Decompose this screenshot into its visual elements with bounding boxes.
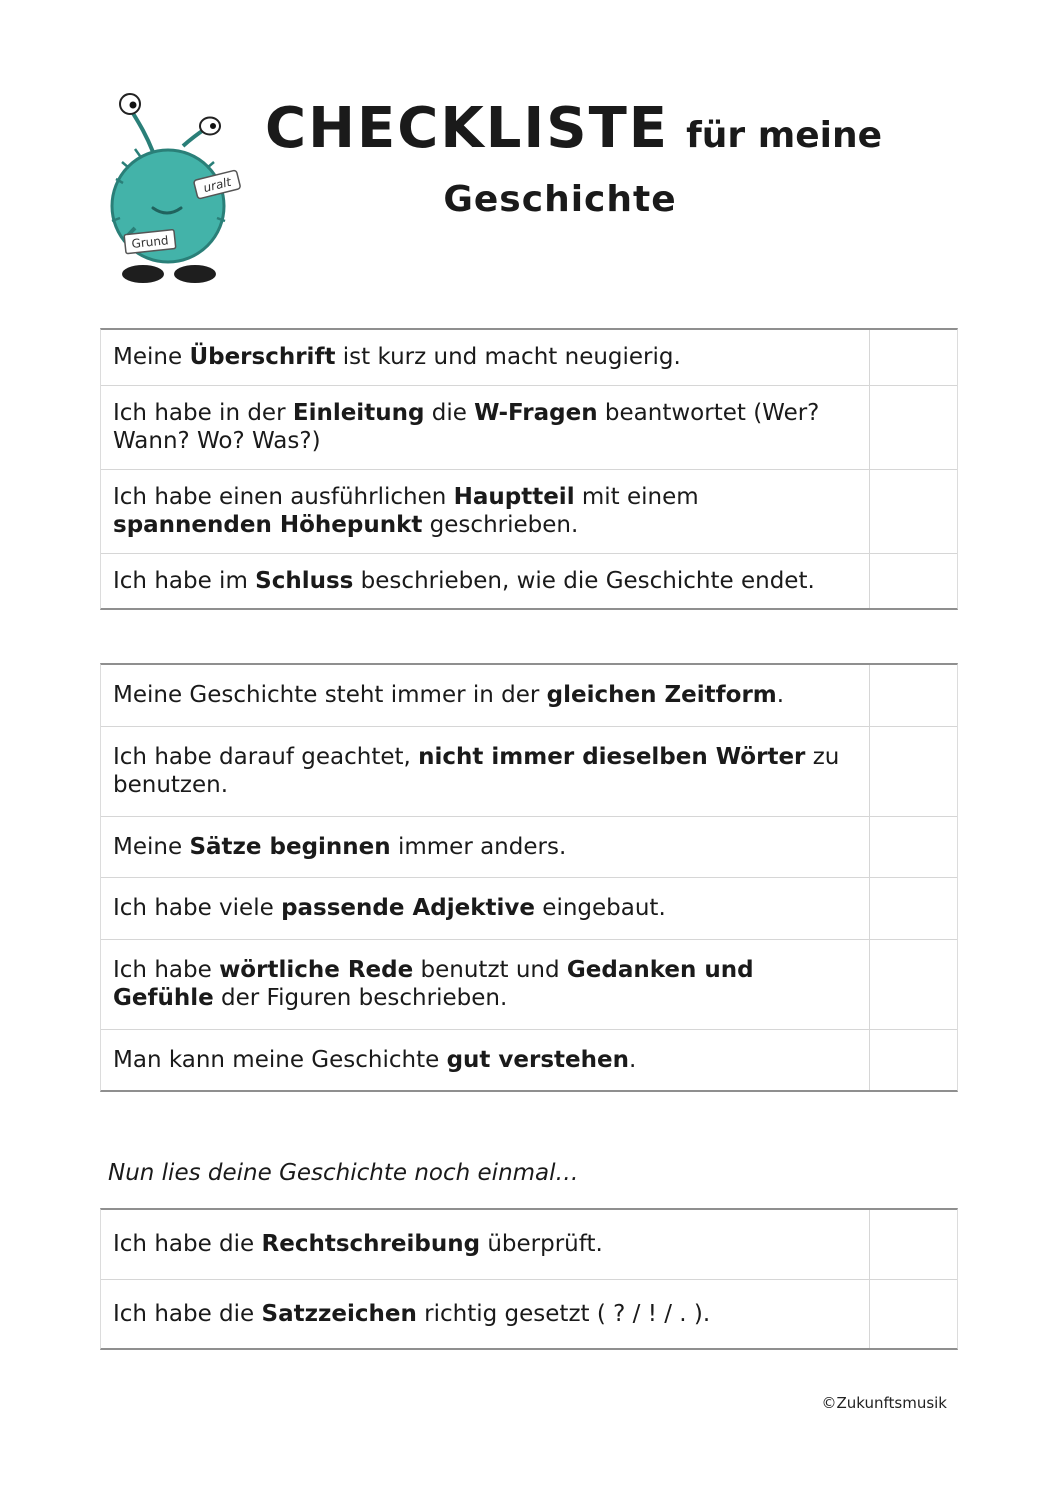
checkbox-cell[interactable] [869,386,957,469]
monster-right-pupil [210,123,216,129]
monster-tag-grund-text: Grund [130,233,170,252]
checklist-table-sprache [100,663,958,1092]
checklist-row [101,727,957,817]
monster-right-foot [174,265,216,283]
checklist-row [101,817,957,879]
copyright-footer: ©Zukunftsmusik [821,1394,947,1412]
title-line1 [265,96,882,161]
checklist-item-text: Ich habe die Satzzeichen richtig gesetzt ( ? / ! / . ). [113,1300,711,1327]
checklist-row [101,665,957,727]
checkbox-cell[interactable] [869,470,957,553]
checklist-item-text: Ich habe in der Einleitung die W-Fragen beantwortet (Wer? Wann? Wo? Was?) [113,399,820,455]
checkbox-cell[interactable] [869,817,957,878]
checklist-item-text: Meine Sätze beginnen immer anders. [113,833,567,860]
checklist-item-text: Ich habe viele passende Adjektive eingebaut. [113,895,666,922]
checklist-row [101,470,957,554]
checkbox-cell[interactable] [869,1210,957,1279]
checkbox-cell[interactable] [869,1030,957,1091]
monster-illustration [95,88,245,288]
monster-left-antenna [131,110,153,152]
checklist-item-text: Man kann meine Geschichte gut verstehen. [113,1046,637,1073]
checkbox-cell[interactable] [869,878,957,939]
page-title [265,96,882,220]
checkbox-cell[interactable] [869,330,957,385]
monster-left-foot [122,265,164,283]
title-suffix: für meine [686,115,882,156]
checklist-row [101,1280,957,1349]
checklist-table-aufbau [100,328,958,610]
checklist-item-text: Meine Geschichte steht immer in der gleichen Zeitform. [113,682,785,708]
checklist-row [101,386,957,470]
monster-left-pupil [130,102,137,109]
checkbox-cell[interactable] [869,665,957,726]
checklist-item-text: Ich habe einen ausführlichen Hauptteil mit einem spannenden Höhepunkt geschrieben. [113,483,699,539]
checklist-item-text: Ich habe wörtliche Rede benutzt und Gedanken und Gefühle der Figuren beschrieben. [113,956,754,1012]
title-main: CHECKLISTE [265,96,670,161]
checklist-table-ueberarbeitung [100,1208,958,1350]
monster-svg [95,88,245,288]
checklist-item-text: Ich habe die Rechtschreibung überprüft. [113,1231,603,1257]
monster-tag-uralt-text: uralt [201,174,233,196]
checklist-row [101,330,957,386]
checklist-row [101,1210,957,1280]
checklist-item-text: Ich habe darauf geachtet, nicht immer dieselben Wörter zu benutzen. [113,743,840,799]
checkbox-cell[interactable] [869,554,957,609]
checklist-item-text: Ich habe im Schluss beschrieben, wie die Geschichte endet. [113,567,815,594]
checklist-row [101,1030,957,1091]
title-line2: Geschichte [443,179,677,220]
checklist-row [101,554,957,609]
checklist-row [101,940,957,1030]
checklist-item-text: Meine Überschrift ist kurz und macht neugierig. [113,344,681,370]
checkbox-cell[interactable] [869,1280,957,1349]
checklist-row [101,878,957,940]
checkbox-cell[interactable] [869,940,957,1029]
revision-note: Nun lies deine Geschichte noch einmal… [108,1160,579,1186]
checkbox-cell[interactable] [869,727,957,816]
